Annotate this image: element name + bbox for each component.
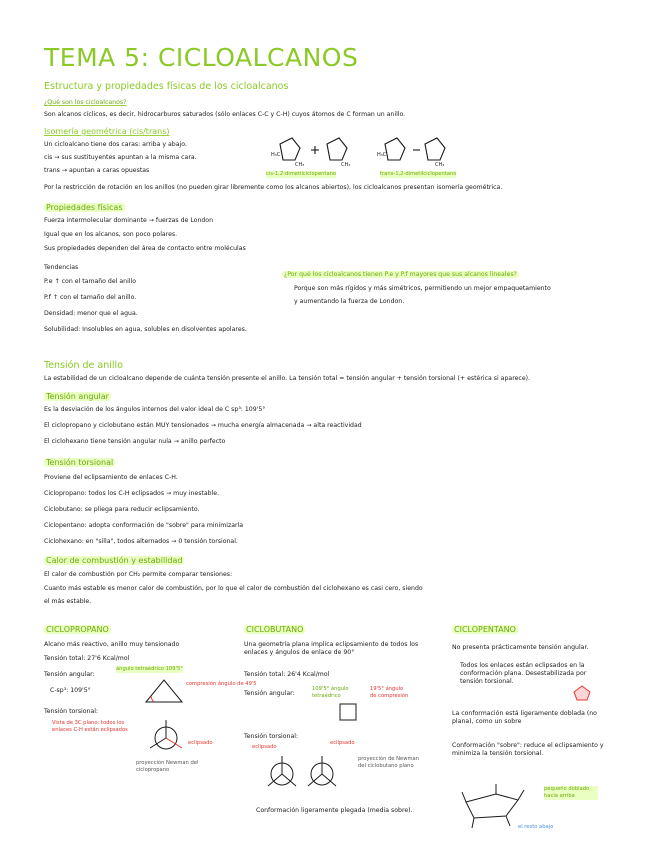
isomeria-line-2: cis → sus sustituyentes apuntan a la misma cara. bbox=[44, 154, 197, 161]
intro-answer: Son alcanos cíclicos, es decir, hidrocarburos saturados (sólo enlaces C-C y C-H) cuyos átomos de C forman un anillo. bbox=[44, 111, 406, 118]
svg-text:H₃C: H₃C bbox=[377, 152, 387, 158]
tendencia-4: Solubilidad: Insolubles en agua, solubles en disolventes apolares. bbox=[44, 326, 247, 333]
cpt-line-4: Conformación "sobre": reduce el eclipsamiento y minimiza la tensión torsional. bbox=[452, 742, 604, 757]
ciclobutano-heading: CICLOBUTANO bbox=[246, 625, 304, 634]
cb-caption: proyección de Newman del ciclobutano plano bbox=[358, 756, 419, 769]
angular-line-3: El ciclohexano tiene tensión angular nula → anillo perfecto bbox=[44, 438, 226, 445]
cpt-line-3: La conformación está ligeramente doblada (no plana), como un sobre bbox=[452, 710, 597, 725]
cp-angle-triangle bbox=[142, 676, 186, 706]
angular-line-1: Es la desviación de los ángulos internos del valor ideal de C sp³: 109'5° bbox=[44, 406, 266, 413]
cpt-doblado-label: pequeño doblado hacia arriba bbox=[544, 786, 598, 800]
trans-caption: trans-1,2-dimetilciclopentano bbox=[380, 171, 457, 177]
cp-line-6: Vista de 3C plano: todos los enlaces C-H están eclipsados bbox=[52, 720, 128, 733]
tension-line-1: La estabilidad de un cicloalcano depende de cuánta tensión presente el anillo. La tensión total = tensión angular + tensión torsional (+ estérica si aparece). bbox=[44, 375, 531, 382]
cpt-pentagon-icon bbox=[572, 684, 592, 702]
svg-text:CH₃: CH₃ bbox=[435, 162, 445, 168]
combustion-line-2: Cuanto más estable es menor calor de combustión, por lo que el calor de combustión del ciclohexano es casi cero, siendo bbox=[44, 585, 423, 592]
ciclopropano-heading: CICLOPROPANO bbox=[46, 625, 109, 634]
isomeria-line-4: Por la restricción de rotación en los anillos (no pueden girar libremente como los alcanos abiertos), los cicloalcanos presentan isomería geométrica. bbox=[44, 184, 503, 191]
question-pe-pf: ¿Por qué los cicloalcanos tienen P.e y P.f mayores que sus alcanos lineales? bbox=[284, 271, 517, 278]
torsional-line-1: Proviene del eclipsamiento de enlaces C-H. bbox=[44, 474, 178, 481]
isomeria-heading: Isomería geométrica (cis/trans) bbox=[44, 127, 170, 136]
cb-compresion-label: 19'5° ángulo de compresión bbox=[370, 686, 409, 699]
isomeria-line-3: trans → apuntan a caras opuestas bbox=[44, 167, 150, 174]
torsional-line-3: Ciclobutano: se pliega para reducir eclipsamiento. bbox=[44, 506, 200, 513]
cb-eclipsado-2: eclipsado bbox=[330, 740, 355, 746]
cb-line-5: Conformación ligeramente plegada (media sobre). bbox=[256, 807, 413, 814]
cp-line-2: Tensión total: 27'6 Kcal/mol bbox=[44, 655, 130, 662]
answer-line-2: y aumentando la fuerza de London. bbox=[294, 298, 405, 305]
cpt-line-2: Todos los enlaces están eclipsados en la conformación plana. Desestabilizada por tensión torsional. bbox=[460, 662, 587, 685]
ciclopentano-heading: CICLOPENTANO bbox=[454, 625, 516, 634]
cpt-line-1: No presenta prácticamente tensión angular. bbox=[452, 644, 589, 651]
svg-text:CH₃: CH₃ bbox=[295, 162, 305, 168]
torsional-line-2: Ciclopropano: todos los C-H eclipsados → muy inestable. bbox=[44, 490, 220, 497]
tension-angular-heading: Tensión angular bbox=[46, 392, 109, 401]
answer-line-1: Porque son más rígidos y más simétricos, permitiendo un mejor empaquetamiento bbox=[294, 285, 551, 292]
svg-text:CH₃: CH₃ bbox=[341, 162, 351, 168]
tendencias-heading: Tendencias bbox=[44, 264, 79, 271]
cp-eclipsado: eclipsado bbox=[188, 740, 213, 746]
cp-line-3: Tensión angular: bbox=[44, 671, 95, 678]
tension-heading: Tensión de anillo bbox=[44, 360, 123, 371]
svg-text:H₃C: H₃C bbox=[271, 152, 281, 158]
cb-line-4: Tensión torsional: bbox=[244, 733, 299, 740]
cp-line-5: Tensión torsional: bbox=[44, 708, 99, 715]
cp-line-4: C-sp³: 109'5° bbox=[50, 687, 91, 694]
fisicas-line-3: Sus propiedades dependen del área de contacto entre moléculas bbox=[44, 245, 246, 252]
cp-tetra-label: ángulo tetraédrico 109'5° bbox=[116, 666, 183, 672]
tendencia-1: P.e ↑ con el tamaño del anillo bbox=[44, 278, 137, 285]
tendencia-3: Densidad: menor que el agua. bbox=[44, 310, 138, 317]
combustion-line-1: El calor de combustión por CH₂ permite comparar tensiones: bbox=[44, 571, 233, 578]
cp-line-1: Alcano más reactivo, anillo muy tensionado bbox=[44, 641, 180, 648]
page-title: TEMA 5: CICLOALCANOS bbox=[44, 43, 359, 72]
section-heading-structure: Estructura y propiedades físicas de los cicloalcanos bbox=[44, 81, 289, 92]
cp-compresion-label: compresión ángulo de 49'5 bbox=[186, 681, 257, 687]
torsional-line-4: Ciclopentano: adopta conformación de "sobre" para minimizarla bbox=[44, 522, 244, 529]
cb-eclipsado-1: eclipsado bbox=[252, 744, 277, 750]
isomeria-line-1: Un cicloalcano tiene dos caras: arriba y abajo. bbox=[44, 141, 187, 148]
angular-line-2: El ciclopropano y ciclobutano están MUY tensionados → mucha energía almacenada → alta reactividad bbox=[44, 422, 362, 429]
cb-square-ring bbox=[334, 700, 364, 724]
cp-caption: proyección Newman del ciclopropano bbox=[136, 760, 199, 773]
combustion-heading: Calor de combustión y estabilidad bbox=[46, 556, 183, 565]
cb-tetra-label: 109'5° ángulo tetraédrico bbox=[312, 686, 349, 699]
cb-line-1: Una geometría plana implica eclipsamiento de todos los enlaces y ángulos de enlace de 90° bbox=[244, 641, 419, 656]
fisicas-line-2: Igual que en los alcanos, son poco polares. bbox=[44, 231, 178, 238]
cpt-resto-label: el resto abajo bbox=[518, 824, 554, 830]
cb-newman-projection bbox=[252, 750, 352, 798]
tendencia-2: P.f ↑ con el tamaño del anillo. bbox=[44, 294, 137, 301]
fisicas-line-1: Fuerza intermolecular dominante → fuerzas de London bbox=[44, 217, 213, 224]
torsional-line-5: Ciclohexano: en "silla", todos alternados → 0 tensión torsional. bbox=[44, 538, 238, 545]
combustion-line-3: el más estable. bbox=[44, 598, 92, 605]
cb-line-2: Tensión total: 26'4 Kcal/mol bbox=[244, 671, 330, 678]
tension-torsional-heading: Tensión torsional bbox=[46, 458, 114, 467]
cp-newman-projection bbox=[136, 718, 196, 758]
fisicas-heading: Propiedades físicas bbox=[46, 203, 123, 212]
question-heading: ¿Qué son los cicloalcanos? bbox=[44, 99, 127, 106]
cis-caption: cis-1,2-dimetilciclopentano bbox=[266, 171, 337, 177]
cb-line-3: Tensión angular: bbox=[244, 690, 295, 697]
